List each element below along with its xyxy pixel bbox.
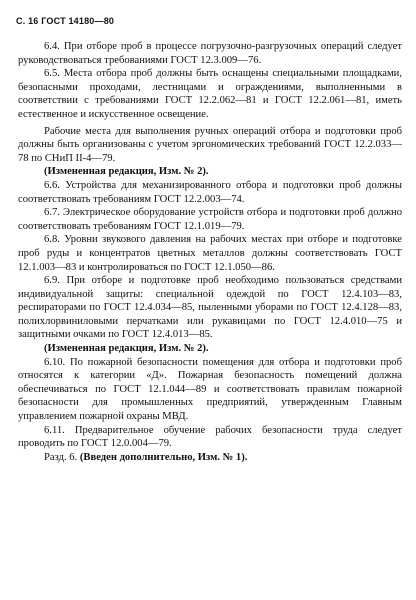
section-note-bold: (Введен дополнительно, Изм. № 1).: [79, 451, 248, 463]
revision-note: (Измененная редакция, Изм. № 2).: [44, 343, 209, 355]
paragraph-6-6: 6.6. Устройства для механизированного отбора и подготовки проб должны соответствовать требованиям ГОСТ 12.2.003—74.: [18, 179, 402, 205]
paragraph-6-9: 6.9. При отборе и подготовке проб необходимо пользоваться средствами индивидуальной защиты: специальной одеждой по ГОСТ 12.4.103—83, респираторами по ГОСТ 12.4.034—85, пыленными уборами по ГОСТ 12.4.128—83, полихлорвиниловыми перчатками или рукавицами по ГОСТ 12.4.010—75 и защитными очками по ГОСТ 12.4.013—85.: [18, 275, 402, 341]
paragraph-6-10: 6.10. По пожарной безопасности помещения для отбора и подготовки проб относятся к категории «Д». Пожарная безопасность помещений должна обеспечиваться по ГОСТ 12.1.044—89 и соответствовать правилам пожарной безопасности для промышленных предприятий, утвержденным Главным управлением пожарной охраны МВД.: [18, 356, 402, 423]
document-body: [18, 40, 402, 464]
section-note-plain: Разд. 6.: [44, 451, 80, 463]
paragraph-workplaces: Рабочие места для выполнения ручных операций отбора и подготовки проб должны быть организованы с учетом эргономических требований ГОСТ 12.2.033—78 по СНиП II-4—79.: [18, 125, 402, 164]
paragraph-6-11: 6.11. Предварительное обучение рабочих безопасности труда следует проводить по ГОСТ 12.0.004—79.: [18, 424, 402, 450]
paragraph-6-7: 6.7. Электрическое оборудование устройств отбора и подготовки проб должно соответствовать требованиям ГОСТ 12.1.019—79.: [18, 207, 402, 232]
page-header: С. 16 ГОСТ 14180—80: [16, 16, 115, 26]
revision-note: (Измененная редакция, Изм. № 2).: [44, 166, 209, 178]
section-note: [18, 451, 402, 465]
paragraph-6-8: 6.8. Уровни звукового давления на рабочих местах при отборе и подготовке проб руды и концентратов цветных металлов должны соответствовать ГОСТ 12.1.003—83 и контролироваться по ГОСТ 12.1.050—86.: [18, 234, 402, 273]
paragraph-6-5: 6.5. Места отбора проб должны быть оснащены специальными площадками, безопасными проходами, лестницами и ограждениями, выполненными в соответствии с требованиями ГОСТ 12.2.062—81 и ГОСТ 12.2.061—81, иметь естественное и искусственное освещение.: [18, 68, 402, 120]
paragraph-6-4: 6.4. При отборе проб в процессе погрузочно-разгрузочных операций следует руководствоваться требованиями ГОСТ 12.3.009—76.: [18, 41, 402, 66]
